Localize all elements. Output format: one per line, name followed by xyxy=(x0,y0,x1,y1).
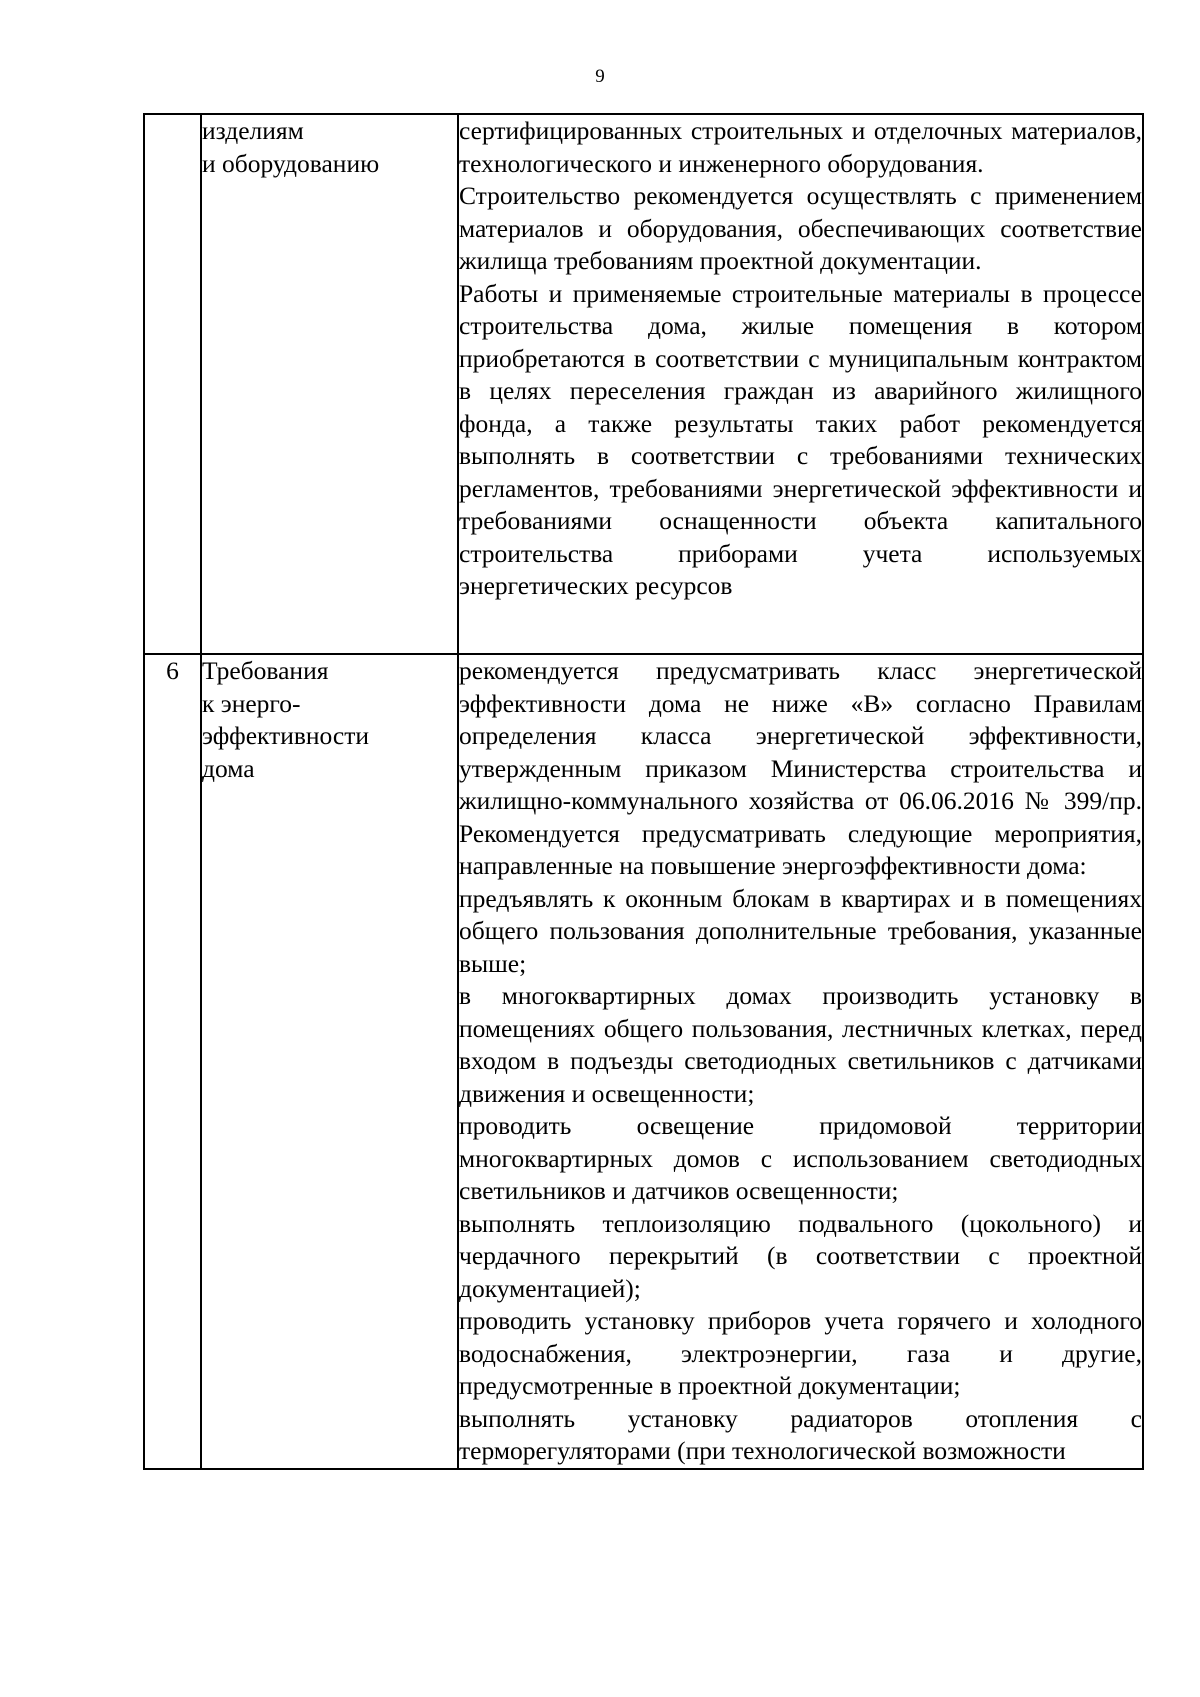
requirement-text-cell xyxy=(458,654,1143,1469)
requirement-paragraph: выполнять теплоизоляцию подвального (цокольного) и чердачного перекрытий (в соответствии с проектной документацией); xyxy=(459,1208,1142,1303)
requirement-name-line: эффективности xyxy=(202,721,370,750)
row-number-cell: 6 xyxy=(144,654,201,1469)
requirement-name-line: и оборудованию xyxy=(202,148,380,178)
row-number-cell xyxy=(144,114,201,654)
requirement-name-cell xyxy=(201,654,458,1469)
requirement-paragraph: проводить установку приборов учета горячего и холодного водоснабжения, электроэнергии, газа и другие, предусмотренные в проектной документации; xyxy=(459,1306,1142,1400)
requirement-name-line: изделиям xyxy=(202,116,304,145)
requirement-paragraph: проводить освещение придомовой территории многоквартирных домов с использованием светодиодных светильников и датчиков освещенности; xyxy=(459,1111,1142,1205)
requirement-paragraph: Строительство рекомендуется осуществлять с применением материалов и оборудования, обеспечивающих соответствие жилища требованиям проектной документации. xyxy=(459,181,1142,275)
requirement-paragraph: в многоквартирных домах производить установку в помещениях общего пользования, лестничных клетках, перед входом в подъезды светодиодных светильников с датчиками движения и освещенности; xyxy=(459,981,1142,1108)
requirement-name-line: к энерго- xyxy=(202,688,301,718)
requirement-paragraph: выполнять установку радиаторов отопления с терморегуляторами (при технологической возможности xyxy=(459,1403,1142,1465)
requirement-paragraph: сертифицированных строительных и отделочных материалов, технологического и инженерного оборудования. xyxy=(459,116,1142,178)
table-row xyxy=(144,114,1143,654)
requirements-table xyxy=(143,113,1144,1470)
requirement-name-line: Требования xyxy=(202,656,329,685)
requirement-paragraph: Работы и применяемые строительные материалы в процессе строительства дома, жилые помещения в котором приобретаются в соответствии с муниципальным контрактом в целях переселения граждан из аварийного жилищного фонда, а также результаты таких работ рекомендуется выполнять в соответствии с требованиями технических регламентов, требованиями энергетической эффективности и требованиями оснащенности объекта капитального строительства приборами учета используемых энергетических ресурсов xyxy=(459,278,1142,600)
requirement-name-line: дома xyxy=(202,753,255,783)
requirement-paragraph: рекомендуется предусматривать класс энергетической эффективности дома не ниже «В» согласно Правилам определения класса энергетической эффективности, утвержденным приказом Министерства строительства и жилищно-коммунального хозяйства от 06.06.2016 № 399/пр. Рекомендуется предусматривать следующие мероприятия, направленные на повышение энергоэффективности дома: xyxy=(459,656,1142,880)
requirement-text-cell xyxy=(458,114,1143,654)
requirement-paragraph: предъявлять к оконным блокам в квартирах и в помещениях общего пользования дополнительные требования, указанные выше; xyxy=(459,883,1142,978)
table-row xyxy=(144,654,1143,1469)
requirement-name-cell xyxy=(201,114,458,654)
page-number: 9 xyxy=(595,66,605,87)
